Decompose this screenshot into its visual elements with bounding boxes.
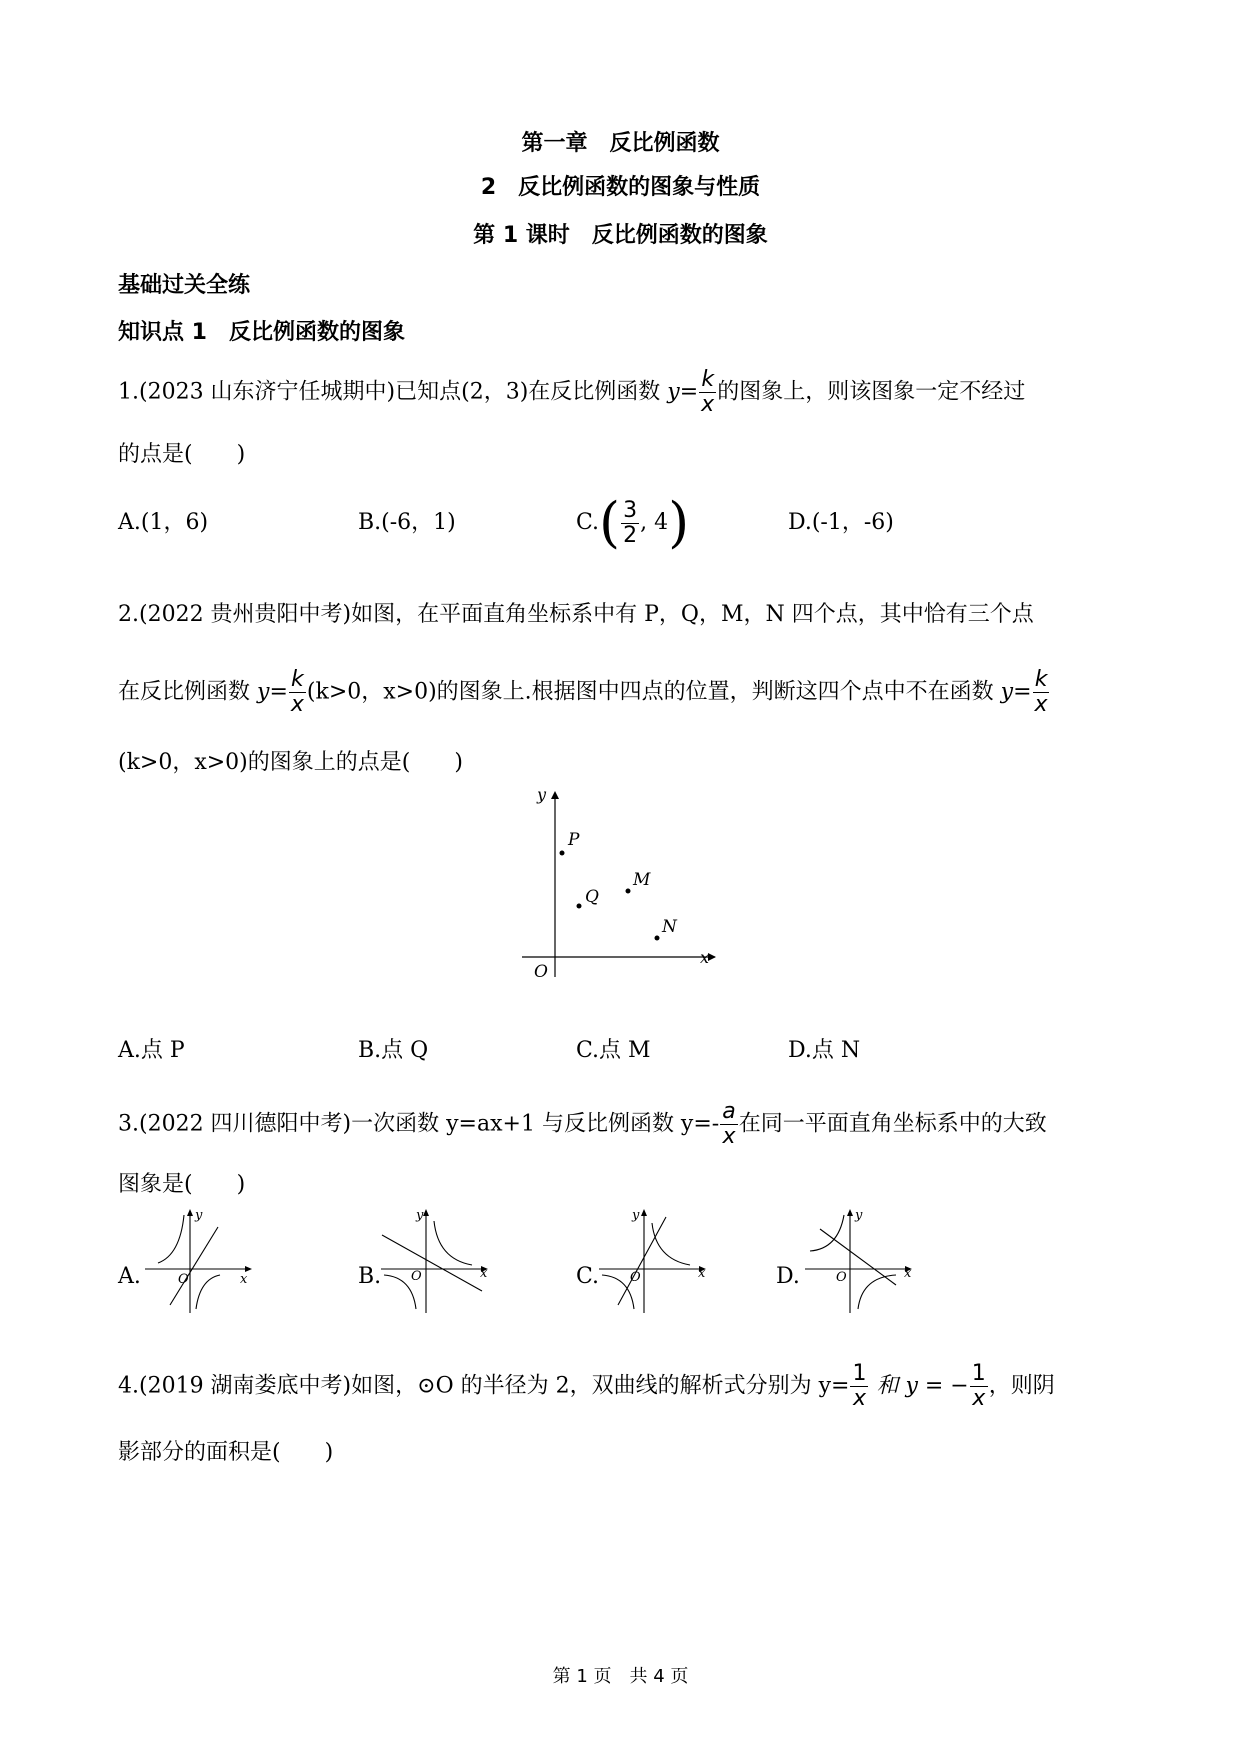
q1-option-c: C.( $\frac{3}{2}$ , 4) <box>576 491 690 554</box>
q2-figure <box>520 785 720 980</box>
section-title: 2 反比例函数的图象与性质 <box>480 175 761 200</box>
point-q <box>577 904 582 909</box>
q1-line2: 的点是( ) <box>118 442 246 467</box>
q3c-y-label: y <box>632 1208 640 1223</box>
point-m <box>626 889 631 894</box>
q1-option-d: D.(-1，-6) <box>788 510 894 535</box>
point-p-label: P <box>568 830 580 850</box>
q3-graph-b <box>376 1205 496 1315</box>
q3b-y-label: y <box>416 1208 424 1223</box>
q3d-o-label: O <box>836 1270 847 1285</box>
q3a-o-label: O <box>178 1272 189 1287</box>
q1-option-b: B.(-6，1) <box>358 510 456 535</box>
q2-option-d: D.点 N <box>788 1038 861 1063</box>
point-q-label: Q <box>585 887 599 907</box>
q2-line1: 2.(2022 贵州贵阳中考)如图，在平面直角坐标系中有 P，Q，M，N 四个点，其中恰有三个点 <box>118 602 1034 627</box>
page-footer: 第 1 页 共 4 页 <box>552 1666 689 1687</box>
q3d-x-label: x <box>904 1266 912 1281</box>
q1-option-a: A.(1，6) <box>118 510 209 535</box>
chapter-title: 第一章 反比例函数 <box>521 131 720 156</box>
q2-option-b: B.点 Q <box>358 1038 429 1063</box>
q3-option-b: B. <box>358 1264 382 1289</box>
lesson-title: 第 1 课时 反比例函数的图象 <box>473 223 768 248</box>
q2-line3: (k>0，x>0)的图象上的点是( ) <box>118 750 463 775</box>
q3d-y-label: y <box>855 1208 863 1223</box>
q2-line2: 在反比例函数 y= $\frac{k}{x}$ (k>0，x>0)的图象上.根据图中四点的位置，判断这四个点中不在函数 y= $\frac{k}{x}$ <box>118 667 1048 717</box>
part-heading: 基础过关全练 <box>118 273 251 298</box>
q3-option-d: D. <box>776 1264 800 1289</box>
q2-option-a: A.点 P <box>118 1038 185 1063</box>
q2-y-label: y <box>537 785 547 804</box>
q3-graph-d <box>800 1205 920 1315</box>
q3c-x-label: x <box>698 1266 706 1281</box>
point-n-label: N <box>662 917 677 937</box>
point-m-label: M <box>633 870 651 890</box>
q4-line2: 影部分的面积是( ) <box>118 1440 334 1465</box>
q3-line2: 图象是( ) <box>118 1172 246 1197</box>
point-n <box>655 936 660 941</box>
q2-x-label: x <box>700 948 710 967</box>
knowledge-heading: 知识点 1 反比例函数的图象 <box>118 320 405 345</box>
q2-origin-label: O <box>534 962 548 980</box>
q3-graph-a <box>140 1205 260 1315</box>
q3-line1: 3.(2022 四川德阳中考)一次函数 y=ax+1 与反比例函数 y=- $\frac{a}{x}$ 在同一平面直角坐标系中的大致 <box>118 1099 1047 1149</box>
q3a-y-label: y <box>195 1208 203 1223</box>
q3a-x-label: x <box>240 1272 248 1287</box>
point-p <box>560 851 565 856</box>
q2-option-c: C.点 M <box>576 1038 651 1063</box>
q3-graph-c <box>594 1205 714 1315</box>
q3c-o-label: O <box>630 1270 641 1285</box>
q3-option-a: A. <box>118 1264 141 1289</box>
q4-line1: 4.(2019 湖南娄底中考)如图，⊙O 的半径为 2，双曲线的解析式分别为 y= $\frac{1}{x}$ 和 y = − $\frac{1}{x}$ ，则阴 <box>118 1361 1055 1411</box>
q1-line1: 1.(2023 山东济宁任城期中)已知点(2，3)在反比例函数 y= $\frac{k}{x}$ 的图象上，则该图象一定不经过 <box>118 367 1026 417</box>
q3b-o-label: O <box>411 1269 422 1284</box>
q3-option-c: C. <box>576 1264 600 1289</box>
q3b-x-label: x <box>480 1266 488 1281</box>
